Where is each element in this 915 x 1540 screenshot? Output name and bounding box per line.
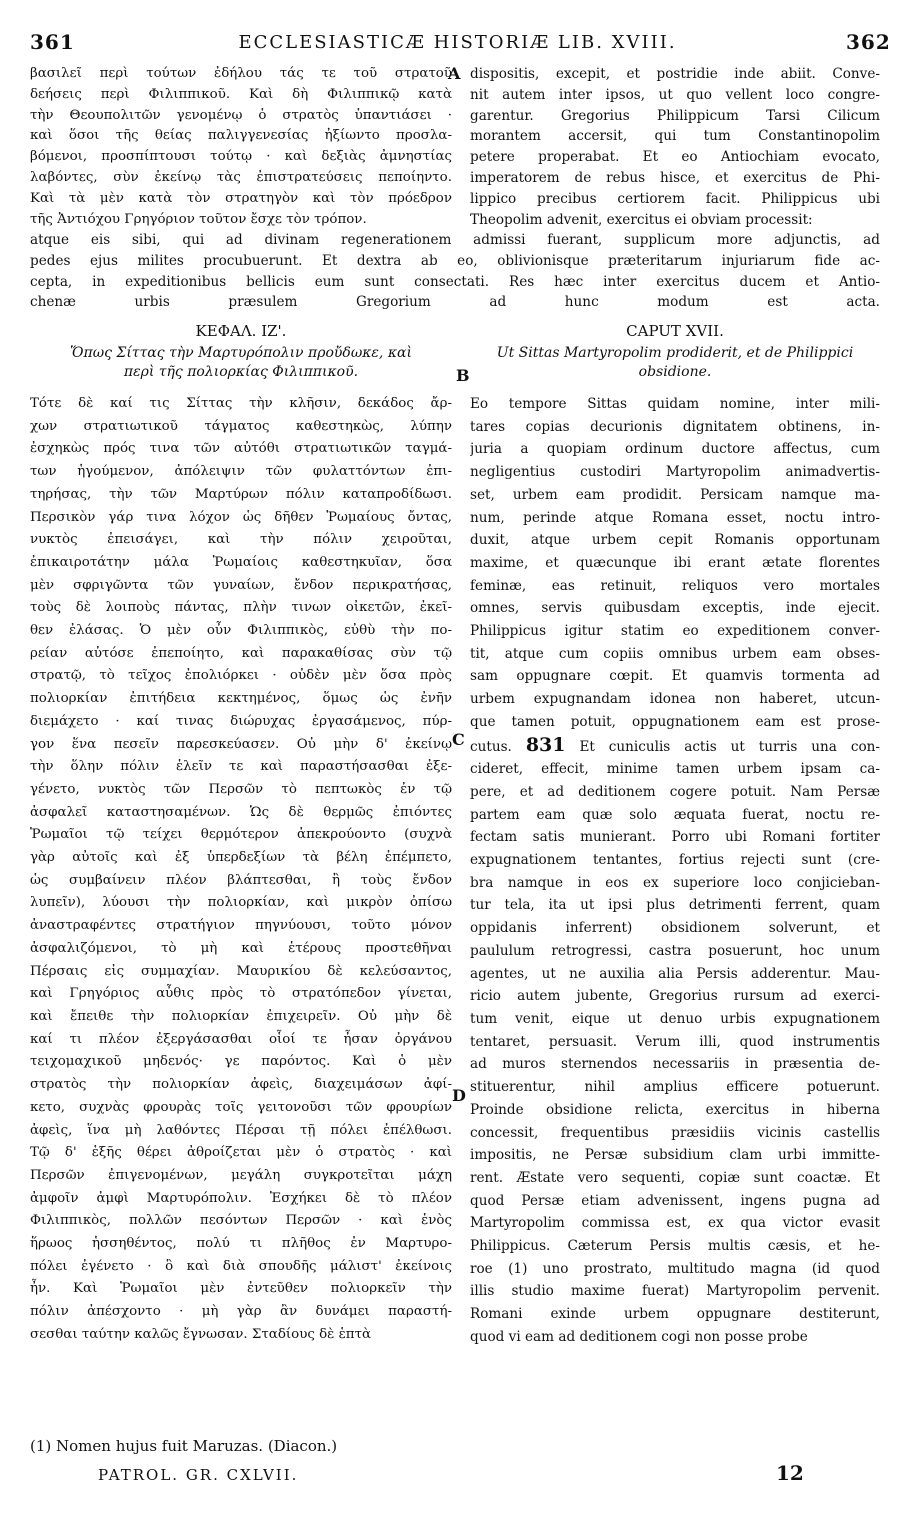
footer-signature: PATROL. GR. CXLVII. [98,1466,299,1484]
text-line: duxit, atque urbem cepit Romanis opportunam [470,532,880,549]
text-line: ricio autem jubente, Gregorius rursum ad exerci- [470,988,880,1005]
text-line: στρατῷ, τὸ τεῖχος ἐπολιόρκει · οὐδὲν μὲν ὅσα πρὸς [30,668,452,684]
text-line: Philippicus igitur statim eo expeditionem conver- [470,623,880,640]
text-line: oppidanis inferrent) obsidionem solverunt, et [470,920,880,937]
text-line: chenæ urbis præsulem Gregorium ad hunc modum est acta. [30,294,880,311]
text-line: ἀμφοῖν ἀμφὶ Μαρτυρόπολιν. Ἐσχήκει δὲ τὸ πλέον [30,1190,452,1206]
text-line: στρατὸς τὴν πολιορκίαν ἀφεὶς, διαχειμάσων ἀφί- [30,1077,452,1093]
text-line: roe (1) uno prostrato, multitudo magna (id quod [470,1260,880,1277]
text-line: τοὺς δὲ λοιποὺς πάντας, πλὴν τινων οἰκετῶν, ἐκεῖ- [30,600,452,616]
text-line: concessit, frequentibus præsidiis vicinis castellis [470,1124,880,1141]
running-header [0,30,915,60]
text-line: καὶ ἔπειθε τὴν πολιορκίαν ἐπιχειρεῖν. Οὐ μὴν δὲ [30,1008,452,1024]
text-line: πόλει ἐγένετο · ὃ καὶ διὰ σπουδῆς μάλιστ' ἐκείνοις [30,1258,452,1274]
text-line: morantem accersit, qui tum Constantinopolim [470,128,880,145]
text-line: Περσικὸν γάρ τινα λόχον ὡς δῆθεν Ῥωμαίους ὄντας, [30,509,452,525]
text-line: Φιλιππικὸς, πολλῶν πεσόντων Περσῶν · καὶ ἑνὸς [30,1213,452,1229]
text-line: tit, atque cum copiis omnibus urbem eam obses- [470,645,880,662]
text-line: ἀσφαλιζόμενοι, τὸ μὴ καὶ ἑτέρους προστεθῆναι [30,940,452,956]
text-line: χων στρατιωτικοῦ τάγματος καθεστηκὼς, λύπην [30,418,452,434]
text-line: Περσῶν ἐπιγενομένων, μεγάλη συγκροτεῖται μάχη [30,1167,452,1183]
text-line: καὶ ὅσοι τῆς θείας παλιγγενεσίας ἠξίωντο προσλα- [30,128,452,144]
margin-marker-c: C [452,730,465,749]
greek-body-column [30,393,452,1347]
text-line: Τότε δὲ καί τις Σίττας τὴν κλῆσιν, δεκάδος ἄρ- [30,396,452,411]
top-greek-column [30,64,452,230]
text-line: νυκτὸς ἐπεισάγει, καὶ τὴν πόλιν χειροῦται, [30,532,452,548]
running-title: ECCLESIASTICÆ HISTORIÆ LIB. XVIII. [238,32,677,53]
text-line: ἀσφαλεῖ καταστησαμένων. Ὡς δὲ θερμῶς ἐπιόντες [30,804,452,820]
margin-marker-b: B [456,366,470,385]
text-line: Proinde obsidione relicta, exercitus in hiberna [470,1101,880,1118]
text-line: expugnationem tentantes, fortius rejecti sunt (cre- [470,852,880,869]
text-line: Τῷ δ' ἑξῆς θέρει ἀθροίζεται μὲν ὁ στρατὸς · καὶ [30,1145,452,1161]
page-number-right: 362 [846,30,891,54]
text-line: ρείαν αὐτόσε ἐπεποίητο, καὶ παρακαθίσας σὺν τῷ [30,645,452,661]
text-line: τηρήσας, τὴν τῶν Μαρτύρων πόλιν καταπροδίδωσι. [30,486,452,502]
text-line: tur tela, ita ut ipsi plus detrimenti ferrent, quam [470,897,880,914]
text-line: Καὶ τὰ μὲν κατὰ τὸν στρατηγὸν καὶ τὸν πρόεδρον [30,190,452,206]
text-line: partem eam quæ solo æquata fuerat, noctu re- [470,806,880,823]
text-line: urbem expugnandam idonea non haberet, utcun- [470,691,880,708]
latin-chapter-subtitle-2: obsidione. [638,364,712,380]
text-line: quod Persæ etiam advenissent, ingens pugna ad [470,1192,880,1209]
text-line: cutus. 831 Et cuniculis actis ut turris una con- [470,733,880,756]
text-line: καὶ Γρηγόριος αὖθις πρὸς τὸ στρατόπεδον γίνεται, [30,986,452,1002]
text-line: μὲν σφριγῶντα τῶν γυναίων, ἔνδον περικρατήσας, [30,577,452,593]
text-line: sam oppugnare cœpit. Et quamvis tormenta ad [470,668,880,685]
footer-gathering-number: 12 [776,1461,804,1485]
text-line: agentes, ut ne auxilia alia Persis adderentur. Mau- [470,965,880,982]
text-line: tentaret, persuasit. Verum illi, quod instrumentis [470,1033,880,1050]
text-line: τῆς Ἀντιόχου Γρηγόριον τοῦτον ἔσχε τὸν τρόπον. [30,211,367,227]
text-line: τὴν Θεουπολιτῶν γενομένῳ ὁ στρατὸς ὑπαντιάσει · [30,107,452,123]
text-line: ἀναστραφέντες στρατήγιον πηγνύουσι, τοῦτο μόνον [30,918,452,934]
text-line: pere, et ad deditionem cogere potuit. Nam Persæ [470,783,880,800]
text-line: dispositis, excepit, et postridie inde abiit. Conve- [470,66,880,82]
text-line: καί τι πλέον ἐξεργάσασθαι οἷοί τε ἦσαν ὀργάνου [30,1031,452,1047]
text-line: negligentius custodiri Martyropolim animadvertis- [470,464,880,481]
text-line: impositis, ne Persæ subsidium clam urbi immitte- [470,1147,880,1164]
text-line: tum venit, eique ut denuo urbis expugnationem [470,1010,880,1027]
text-line: ἦν. Καὶ Ῥωμαῖοι μὲν ἐντεῦθεν πολιορκεῖν τὴν [30,1281,452,1297]
full-width-latin-paragraph [30,230,880,313]
text-line: fectam satis munierant. Porro ubi Romani fortiter [470,829,880,846]
text-line: τειχομαχικοῦ μηδενός· γε παρόντος. Καὶ ὁ μὲν [30,1054,452,1070]
text-line: βόμενοι, προσπίπτουσι τούτῳ · καὶ δεξιὰς ἀμνηστίας [30,149,452,165]
text-line: ἐσχηκὼς πρός τινα τῶν αὐτόθι στρατιωτικῶν ταγμά- [30,441,452,457]
text-line: ad muros sternendos necessariis in præsentia de- [470,1056,880,1073]
text-line: garentur. Gregorius Philippicum Tarsi Cilicum [470,107,880,124]
text-line: Ῥωμαῖοι τῷ τείχει θερμότερον ἀπεκρούοντο (συχνὰ [30,827,452,843]
text-line: ἐπικαιροτάτην μάλα Ῥωμαίοις καθεστηκυῖαν, ὅσα [30,554,452,570]
text-line: petere properabat. Et eo Antiochiam evocato, [470,149,880,166]
text-line: των ἡγούμενον, ἀπόλειψιν τῶν φυλαττόντων ἐπι- [30,464,452,480]
text-line: pedes ejus milites procubuerunt. Et dextra ab eo, oblivionisque præteritarum injuriarum fide ac- [30,252,880,269]
text-line: βασιλεῖ περὶ τούτων ἐδήλου τάς τε τοῦ στρατοῦ [30,66,452,81]
text-line: tares copias decurionis dignitatem obtinens, in- [470,418,880,435]
text-line: δεήσεις περὶ Φιλιππικοῦ. Καὶ δὴ Φιλιππικῷ κατὰ [30,86,452,102]
text-line: maxime, et quæcunque ibi erant ætate florentes [470,554,880,571]
text-line: λυπεῖν), λύουσι τὴν πολιορκίαν, καὶ μικρὸν ὀπίσω [30,895,452,911]
margin-marker-a: A [448,64,461,83]
text-line: ὡς συμβαίνειν πλέον βλάπτεσθαι, ἢ τοὺς ἔνδον [30,872,452,888]
latin-chapter-subtitle-1: Ut Sittas Martyropolim prodiderit, et de Philippici [496,345,854,361]
text-line: rent. Æstate vero sequenti, copiæ sunt coactæ. Et [470,1169,880,1186]
text-line: stituerentur, nihil amplius efficere potuerunt. [470,1079,880,1096]
text-line: γον ἕνα πεσεῖν παρεσκεύασεν. Οὐ μὴν δ' ἐκείνῳ [30,736,452,752]
text-line: nit autem inter ipsos, ut quo vellent loco congre- [470,86,880,103]
greek-chapter-heading: ΚΕΦΑΛ. ΙΖ'. [195,322,287,340]
latin-chapter-heading: CAPUT XVII. [626,322,724,340]
text-line: bra namque in eos ex superiore loco conjicieban- [470,874,880,891]
text-line: ἥρωος ἡσσηθέντος, πολύ τι πλῆθος ἐν Μαρτυρο- [30,1236,452,1252]
text-line: πόλιν ἀπέσχοντο · μὴ γὰρ ἂν δυνάμει παραστή- [30,1304,452,1320]
margin-marker-d: D [452,1086,466,1105]
greek-chapter-subtitle-1: Ὅπως Σίττας τὴν Μαρτυρόπολιν προὔδωκε, καὶ [70,345,412,361]
text-line: cideret, effecit, minime tamen urbem ipsam ca- [470,761,880,778]
text-line: γὰρ αὐτοῖς καὶ ἐξ ὑπερδεξίων τὰ βέλη ἐπέμπετο, [30,850,452,866]
text-line: Eo tempore Sittas quidam nomine, inter mili- [470,396,880,412]
text-line: juria a quopiam ordinum ductore affectus, cum [470,441,880,458]
page-number-left: 361 [30,30,75,54]
text-line: πολιορκίαν ἐπιτήδεια κεκτημένος, ὅμως ὡς ἐνῆν [30,691,452,707]
text-line: atque eis sibi, qui ad divinam regenerationem admissi fuerant, supplicum more adjunctis, ad [30,232,880,248]
text-line: λαβόντες, σὺν ἐκείνῳ τὰς ἐπιστρατεύσεις πεποίηντο. [30,169,452,185]
text-line: quod vi eam ad deditionem cogi non posse probe [470,1328,808,1345]
text-line: que tamen potuit, oppugnationem eam est prose- [470,713,880,730]
text-line: σεσθαι ταύτην καλῶς ἔγνωσαν. Σταδίους δὲ ἑπτὰ [30,1326,372,1342]
text-line: set, urbem eam prodidit. Persicam namque ma- [470,486,880,503]
greek-chapter-subtitle-2: περὶ τῆς πολιορκίας Φιλιππικοῦ. [123,364,359,380]
text-line: θεν ἐλάσας. Ὁ μὲν οὖν Φιλιππικὸς, εὐθὺ τὴν πο- [30,623,452,639]
text-line: Theopolim advenit, exercitus ei obviam processit: [470,211,813,228]
text-line: omnes, servis quibusdam exceptis, inde ejecit. [470,600,880,617]
text-line: num, perinde atque Romana esset, noctu intro- [470,509,880,526]
text-line: Romani exinde urbem oppugnare destiterunt, [470,1306,880,1323]
text-line: feminæ, eas retinuit, reliquos vero mortales [470,577,880,594]
text-line: illis studio maxime fuerat) Martyropolim pervenit. [470,1283,880,1300]
text-line: paululum retrogressi, castra posuerunt, hoc unum [470,942,880,959]
text-line: κετο, συχνὰς φρουρὰς τοῖς γειτονοῦσι τῶν φρουρίων [30,1099,452,1115]
text-line: διεμάχετο · καί τινας διώρυχας ἐργασάμενος, πύρ- [30,713,452,729]
footnote: (1) Nomen hujus fuit Maruzas. (Diacon.) [30,1437,338,1455]
text-line: τὴν ὅλην πόλιν ἑλεῖν τε καὶ παραστήσασθαι ἐξε- [30,759,452,775]
text-line: ἀφεὶς, ἵνα μὴ λαθόντες Πέρσαι τῇ πόλει ἐπέλθωσι. [30,1122,452,1138]
text-line: Πέρσαις εἰς συμμαχίαν. Μαυρικίου δὲ κελεύσαντος, [30,963,452,979]
text-line: Philippicus. Cæterum Persis multis cæsis, et he- [470,1238,880,1255]
top-latin-column [470,64,880,230]
text-line: γένετο, νυκτὸς τῶν Περσῶν τὸ πεπτωκὸς ἐν τῷ [30,781,452,797]
text-line: imperatorem de rebus hisce, et exercitus de Phi- [470,169,880,186]
text-line: Martyropolim commissa est, ex qua victor evasit [470,1215,880,1232]
latin-body-column [470,393,880,1349]
text-line: lippico precibus certiorem facit. Philippicus ubi [470,190,880,207]
text-line: cepta, in expeditionibus bellicis eum sunt consectati. Res hæc inter exercitus ducem et Antio- [30,273,880,290]
